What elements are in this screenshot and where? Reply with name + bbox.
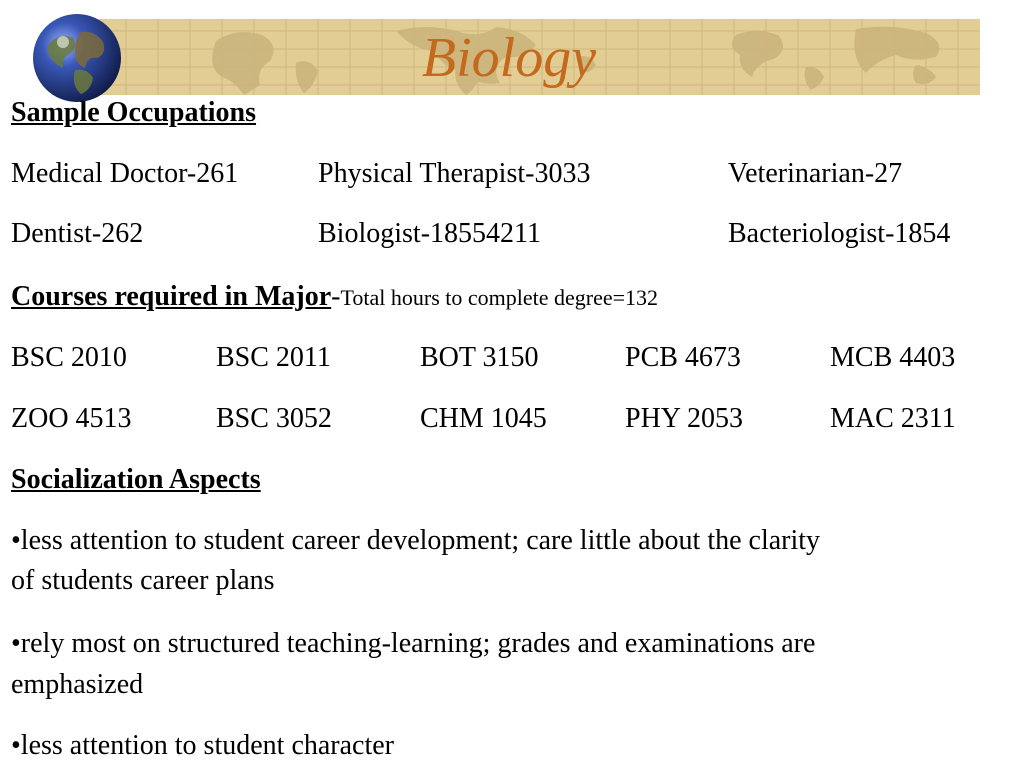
socialization-heading: Socialization Aspects	[11, 464, 261, 495]
course-code: BSC 3052	[216, 403, 332, 434]
course-code: ZOO 4513	[11, 403, 132, 434]
course-code: MCB 4403	[830, 342, 956, 373]
occupation-cell: Physical Therapist-3033	[318, 158, 591, 189]
course-code: PHY 2053	[625, 403, 743, 434]
occupation-cell: Dentist-262	[11, 218, 144, 249]
bullet-line: •less attention to student career development; care little about the clarity	[11, 525, 821, 556]
courses-separator: -	[331, 281, 341, 312]
course-code: MAC 2311	[830, 403, 956, 434]
occupation-cell: Veterinarian-27	[728, 158, 903, 189]
bullet-line: emphasized	[11, 669, 144, 700]
occupations-heading: Sample Occupations	[11, 97, 257, 128]
bullet-line: of students career plans	[11, 565, 275, 596]
course-code: CHM 1045	[420, 403, 547, 434]
courses-heading: Courses required in Major	[11, 281, 332, 312]
bullet-line: •rely most on structured teaching-learning; grades and examinations are	[11, 628, 816, 659]
occupation-cell: Bacteriologist-1854	[728, 218, 951, 249]
occupation-cell: Medical Doctor-261	[11, 158, 239, 189]
course-code: BSC 2010	[11, 342, 127, 373]
course-code: BOT 3150	[420, 342, 539, 373]
courses-total-hours: Total hours to complete degree=132	[340, 285, 659, 310]
bullet-line: •less attention to student character	[11, 730, 395, 761]
course-code: BSC 2011	[216, 342, 331, 373]
courses-heading-line	[11, 281, 658, 314]
slide-title: Biology	[421, 27, 597, 89]
occupation-cell: Biologist-18554211	[318, 218, 541, 249]
course-code: PCB 4673	[625, 342, 741, 373]
